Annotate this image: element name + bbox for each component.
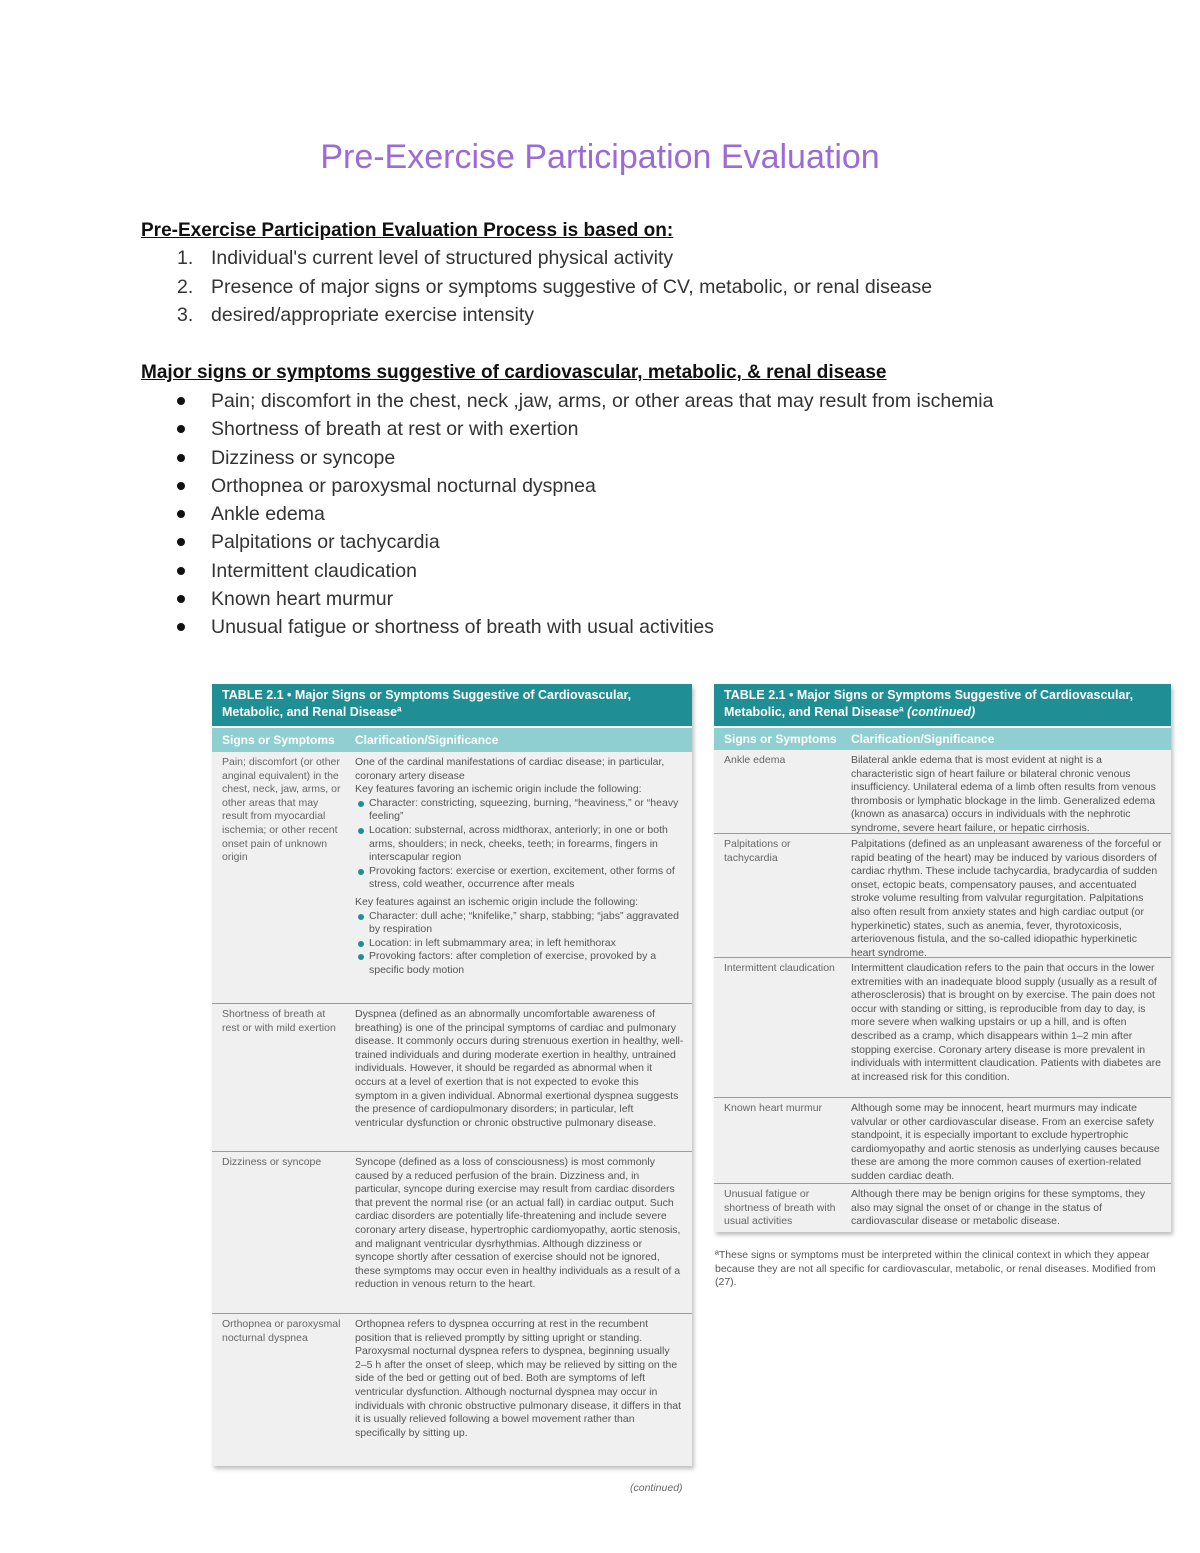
table-cell-text: Orthopnea refers to dyspnea occurring at rest in the recumbent position that is relieved promptly by sitting upright or standing. Paroxysmal nocturnal dyspnea refers to dyspnea, beginning usually 2–5 h after the onset of sleep, which may be relieved by sitting on the side of the bed or getting out of bed. Both are symptoms of left ventricular dysfunction. Although nocturnal dyspnea may occur in individuals with chronic obstructive pulmonary disease, it differs in that it is usually relieved following a bowel movement rather than specifically by sitting up. — [355, 1318, 682, 1439]
feature-list — [355, 797, 684, 892]
list-item-text: Shortness of breath at rest or with exertion — [211, 418, 579, 441]
signs-list — [170, 387, 1030, 642]
table-caption: TABLE 2.1 • Major Signs or Symptoms Suggestive of Cardiovascular, Metabolic, and Renal Diseaseª — [212, 684, 692, 726]
column-header: Signs or Symptoms — [724, 732, 837, 746]
table-cell-sign: Intermittent claudication — [724, 962, 835, 974]
process-heading: Pre-Exercise Participation Evaluation Process is based on: — [141, 220, 674, 241]
list-item-text: Dizziness or syncope — [211, 446, 396, 469]
list-item-text: Known heart murmur — [211, 588, 394, 611]
list-number: 1. — [177, 247, 194, 269]
list-item — [170, 387, 1030, 415]
feature-item: Location: substernal, across midthorax, anteriorly; in one or both arms, shoulders; in neck, cheeks, teeth; in forearms, fingers in interscapular region — [355, 824, 684, 865]
list-item — [170, 500, 1030, 528]
feature-item: Provoking factors: exercise or exertion, excitement, other forms of stress, cold weather, occurrence after meals — [355, 865, 684, 892]
feature-item: Character: dull ache; “knifelike,” sharp, stabbing; “jabs” aggravated by respiration — [355, 910, 684, 937]
continued-note: (continued) — [630, 1482, 683, 1494]
bullet-icon — [177, 538, 185, 546]
list-item-text: Presence of major signs or symptoms suggestive of CV, metabolic, or renal disease — [211, 275, 933, 298]
table-cell-sign: Known heart murmur — [724, 1102, 823, 1114]
bullet-icon — [177, 623, 185, 631]
table-caption-text: TABLE 2.1 • Major Signs or Symptoms Suggestive of Cardiovascular, Metabolic, and Renal Diseaseª — [724, 688, 1134, 719]
table-left — [212, 684, 692, 1466]
list-item — [170, 415, 1030, 443]
table-cell-sign: Orthopnea or paroxysmal nocturnal dyspnea — [222, 1318, 341, 1344]
table-cell-text: Intermittent claudication refers to the pain that occurs in the lower extremities with an inadequate blood supply (usually as a result of atherosclerosis) that is brought on by exercise. The pain does not occur with standing or sitting, is reproducible from day to day, is more severe when walking upstairs or up a hill, and is often described as a cramp, which disappears within 1–2 min after stopping exercise. Coronary artery disease is more prevalent in individuals with intermittent claudication. Patients with diabetes are at increased risk for this condition. — [851, 962, 1161, 1083]
bullet-icon — [177, 595, 185, 603]
table-row — [212, 1004, 692, 1152]
table-footnote: ªThese signs or symptoms must be interpreted within the clinical context in which they appear because they are not all specific for cardiovascular, metabolic, or renal diseases. Modified from (27). — [715, 1249, 1156, 1288]
table-cell-sign: Unusual fatigue or shortness of breath with usual activities — [724, 1188, 836, 1228]
feature-item: Provoking factors: after completion of exercise, provoked by a specific body motion — [355, 950, 684, 977]
list-item-text: Palpitations or tachycardia — [211, 531, 440, 554]
table-cell-text: Bilateral ankle edema that is most evident at night is a characteristic sign of heart failure or bilateral chronic venous insufficiency. Unilateral edema of a limb often results from venous thrombosis or lymphatic blockage in the limb. Generalized edema (known as anasarca) occurs in individuals with the nephrotic syndrome, severe heart failure, or hepatic cirrhosis. — [851, 754, 1156, 834]
table-cell-text: Although there may be benign origins for these symptoms, they also may signal the onset of or change in the status of cardiovascular disease or metabolic disease. — [851, 1188, 1146, 1228]
list-number: 2. — [177, 275, 194, 298]
page-title: Pre-Exercise Participation Evaluation — [320, 138, 880, 176]
table-cell-sign: Shortness of breath at rest or with mild exertion — [222, 1008, 336, 1034]
list-item — [170, 444, 1030, 472]
table-cell-text — [355, 752, 692, 1003]
list-item-text: desired/appropriate exercise intensity — [211, 304, 535, 326]
list-item-text: Individual's current level of structured physical activity — [211, 247, 674, 269]
table-cell-text: Palpitations (defined as an unpleasant awareness of the forceful or rapid beating of the heart) may be induced by various disorders of cardiac rhythm. These include tachycardia, bradycardia of sudden onset, ectopic beats, compensatory pauses, and accentuated stroke volume resulting from valvular regurgitation. Palpitations also often result from anxiety states and high cardiac output (or hyperkinetic) states, such as anemia, fever, thyrotoxicosis, arteriovenous fistula, and the so-called idiopathic hyperkinetic heart syndrome. — [851, 838, 1162, 958]
table-cell-text: Although some may be innocent, heart murmurs may indicate valvular or other cardiovascular disease. From an exercise safety standpoint, it is especially important to exclude hypertrophic cardiomyopathy and aortic stenosis as underlying causes because these are among the more common causes of exertion-related sudden cardiac death. — [851, 1102, 1160, 1182]
list-item-text: Pain; discomfort in the chest, neck ,jaw, arms, or other areas that may result from ischemia — [211, 390, 994, 412]
table-row — [212, 752, 692, 1004]
list-item-text: Ankle edema — [211, 503, 325, 526]
list-item-text: Orthopnea or paroxysmal nocturnal dyspnea — [211, 474, 596, 497]
feature-item: Location: in left submammary area; in left hemithorax — [355, 937, 684, 951]
list-item-text: Intermittent claudication — [211, 559, 417, 582]
table-row — [714, 1184, 1171, 1232]
table-cell-sign: Dizziness or syncope — [222, 1156, 322, 1168]
list-item — [170, 585, 1030, 613]
column-header: Signs or Symptoms — [222, 733, 335, 747]
list-item — [170, 557, 1030, 585]
bullet-icon — [177, 567, 185, 575]
list-item — [170, 472, 1030, 500]
bullet-icon — [177, 482, 185, 490]
process-list — [141, 244, 932, 330]
table-cell-text: Dyspnea (defined as an abnormally uncomfortable awareness of breathing) is one of the principal symptoms of cardiac and pulmonary disease. It commonly occurs during strenuous exertion in healthy, well-trained individuals and during moderate exertion in healthy, untrained individuals. However, it should be regarded as abnormal when it occurs at a level of exertion that is not expected to evoke this symptom in a given individual. Abnormal exertional dyspnea suggests the presence of cardiopulmonary disorders; in particular, left ventricular dysfunction or chronic obstructive pulmonary disease. — [355, 1008, 684, 1129]
table-row — [212, 1152, 692, 1314]
table-right — [714, 684, 1171, 1232]
bullet-icon — [177, 510, 185, 518]
table-row — [714, 958, 1171, 1098]
column-header: Clarification/Significance — [355, 733, 499, 747]
list-item — [141, 244, 932, 273]
table-header — [714, 726, 1171, 750]
list-number: 3. — [177, 304, 194, 326]
cell-paragraph: One of the cardinal manifestations of cardiac disease; in particular, coronary artery disease — [355, 756, 665, 782]
table-caption — [714, 684, 1171, 726]
table-cell-sign: Palpitations or tachycardia — [724, 838, 791, 864]
table-row — [714, 834, 1171, 958]
bullet-icon — [177, 397, 185, 405]
bullet-icon — [177, 454, 185, 462]
feature-item: Character: constricting, squeezing, burning, “heaviness,” or “heavy feeling” — [355, 797, 684, 824]
list-item-text: Unusual fatigue or shortness of breath with usual activities — [211, 616, 714, 639]
table-cell-sign: Pain; discomfort (or other anginal equivalent) in the chest, neck, jaw, arms, or other areas that may result from myocardial ischemia; or other recent onset pain of unknown origin — [222, 756, 341, 864]
table-row — [714, 1098, 1171, 1184]
cell-paragraph: Key features against an ischemic origin include the following: — [355, 895, 639, 908]
table-row — [212, 1314, 692, 1466]
bullet-icon — [177, 425, 185, 433]
table-cell-text: Syncope (defined as a loss of consciousness) is most commonly caused by a reduced perfusion of the brain. Dizziness and, in particular, syncope during exercise may result from cardiac disorders that prevent the normal rise (or an actual fall) in cardiac output. Such cardiac disorders are potentially life-threatening and include severe coronary artery disease, hypertrophic cardiomyopathy, aortic stenosis, and malignant ventricular dysrhythmias. Although dizziness or syncope shortly after cessation of exercise should not be ignored, these symptoms may occur even in healthy individuals as a result of a reduction in venous return to the heart. — [355, 1156, 681, 1291]
table-header — [212, 726, 692, 752]
table-cell-sign: Ankle edema — [724, 754, 786, 766]
table-row — [714, 750, 1171, 834]
list-item — [141, 273, 932, 302]
signs-heading: Major signs or symptoms suggestive of cardiovascular, metabolic, & renal disease — [141, 362, 887, 383]
list-item — [141, 301, 932, 330]
table-caption-suffix: (continued) — [907, 705, 976, 719]
list-item — [170, 613, 1030, 641]
column-header: Clarification/Significance — [851, 732, 995, 746]
feature-list — [355, 910, 684, 978]
list-item — [170, 528, 1030, 556]
cell-paragraph: Key features favoring an ischemic origin include the following: — [355, 783, 642, 796]
